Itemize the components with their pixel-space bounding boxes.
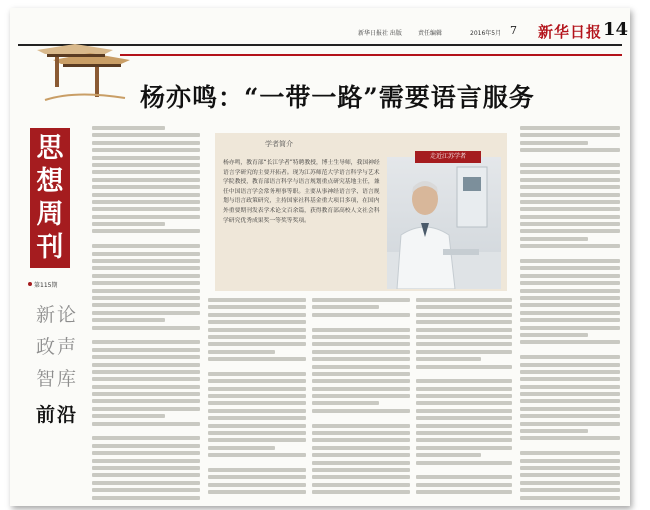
text-line [92, 392, 200, 396]
text-line [520, 429, 588, 433]
text-line [92, 422, 200, 426]
text-line [208, 313, 306, 317]
text-line [92, 156, 200, 160]
text-line [92, 340, 200, 344]
text-line [312, 342, 410, 346]
text-line [92, 348, 200, 352]
article-column-5 [520, 126, 620, 504]
text-line [92, 207, 200, 211]
text-line [416, 475, 512, 479]
text-line [312, 424, 410, 428]
text-line [92, 266, 200, 270]
article-column-3 [312, 298, 410, 504]
text-line [520, 163, 620, 167]
text-line [312, 379, 410, 383]
text-line [312, 409, 410, 413]
text-line [208, 379, 306, 383]
text-line [520, 451, 620, 455]
nav-item-xinlun[interactable]: 新论 [36, 304, 79, 326]
text-line [92, 385, 200, 389]
text-line [92, 488, 200, 492]
text-line [416, 350, 512, 354]
text-line [416, 490, 512, 494]
text-line [520, 281, 620, 285]
text-line [92, 311, 200, 315]
text-line [208, 461, 306, 465]
text-line [92, 141, 200, 145]
text-line [312, 335, 410, 339]
text-line [520, 407, 620, 411]
page-number: 14 [603, 19, 629, 40]
text-line [312, 394, 410, 398]
text-line [520, 436, 620, 440]
text-line [416, 446, 512, 450]
text-line [312, 468, 410, 472]
text-line [520, 377, 620, 381]
text-line [520, 259, 620, 263]
roof-ornament-icon [35, 40, 135, 120]
text-line [416, 416, 512, 420]
text-line [92, 370, 200, 374]
text-line [312, 416, 410, 420]
text-line [92, 296, 200, 300]
text-line [92, 229, 200, 233]
text-line [520, 355, 620, 359]
text-line [92, 481, 200, 485]
text-line [208, 350, 275, 354]
text-line [92, 148, 200, 152]
text-line [520, 126, 620, 130]
text-line [92, 466, 200, 470]
text-line [92, 178, 200, 182]
text-line [208, 372, 306, 376]
text-line [520, 193, 620, 197]
text-line [92, 473, 200, 477]
text-line [92, 407, 200, 411]
text-line [312, 320, 410, 324]
header-date: 2016年5月 [470, 30, 502, 37]
text-line [520, 333, 588, 337]
text-line [312, 446, 410, 450]
text-line [92, 252, 200, 256]
text-line [520, 370, 620, 374]
text-line [416, 387, 512, 391]
text-line [520, 200, 620, 204]
text-line [208, 305, 306, 309]
text-line [520, 444, 620, 448]
text-line [92, 326, 200, 330]
text-line [208, 328, 306, 332]
header-meta-left: 新华日报社 出版 [358, 30, 402, 37]
text-line [520, 303, 620, 307]
text-line [520, 296, 620, 300]
scholar-infobox [215, 133, 507, 291]
text-line [92, 244, 200, 248]
article-column-2 [208, 298, 306, 504]
text-line [520, 496, 620, 500]
text-line [208, 335, 306, 339]
text-line [416, 335, 512, 339]
text-line [312, 350, 410, 354]
text-line [520, 229, 620, 233]
text-line [92, 222, 165, 226]
text-line [520, 318, 620, 322]
infobox-title: 学者简介 [265, 140, 293, 148]
text-line [312, 305, 379, 309]
headline-rule [120, 54, 622, 56]
text-line [520, 244, 620, 248]
section-sidebar [30, 128, 80, 506]
text-line [208, 409, 306, 413]
text-line [92, 126, 165, 130]
text-line [92, 459, 200, 463]
text-line [312, 475, 410, 479]
text-line [312, 298, 410, 302]
text-line [520, 185, 620, 189]
text-line [312, 483, 410, 487]
text-line [520, 340, 620, 344]
text-line [312, 438, 410, 442]
text-line [520, 252, 620, 256]
text-line [208, 401, 306, 405]
text-line [312, 461, 410, 465]
text-line [92, 215, 200, 219]
text-line [416, 453, 481, 457]
text-line [416, 357, 481, 361]
text-line [92, 451, 200, 455]
issue-dot-icon [28, 282, 32, 286]
text-line [208, 424, 306, 428]
text-line [520, 348, 620, 352]
text-line [208, 298, 306, 302]
text-line [520, 326, 620, 330]
text-line [520, 141, 588, 145]
text-line [92, 185, 200, 189]
text-line [520, 488, 620, 492]
header-small-number: 7 [510, 24, 517, 37]
text-line [520, 289, 620, 293]
text-line [416, 394, 512, 398]
text-line [520, 215, 620, 219]
text-line [520, 385, 620, 389]
text-line [312, 387, 410, 391]
text-line [92, 429, 200, 433]
nav-item-zhengsheng[interactable]: 政声 [36, 336, 79, 358]
text-line [208, 483, 306, 487]
text-line [416, 305, 512, 309]
newspaper-masthead: 新华日报 [538, 23, 603, 41]
text-line [208, 357, 306, 361]
text-line [92, 399, 200, 403]
text-line [312, 401, 379, 405]
text-line [416, 483, 512, 487]
text-line [208, 468, 306, 472]
text-line [312, 431, 410, 435]
text-line [520, 399, 620, 403]
text-line [520, 422, 620, 426]
text-line [520, 156, 620, 160]
text-line [92, 363, 200, 367]
text-line [520, 274, 620, 278]
text-line [312, 313, 410, 317]
text-line [520, 414, 620, 418]
text-line [208, 387, 306, 391]
text-line [92, 414, 165, 418]
text-line [92, 281, 200, 285]
text-line [312, 357, 410, 361]
scholar-photo [387, 157, 501, 289]
text-line [416, 342, 512, 346]
text-line [520, 466, 620, 470]
text-line [520, 207, 620, 211]
text-line [416, 298, 512, 302]
text-line [520, 481, 620, 485]
nav-item-qianyan[interactable]: 前沿 [36, 404, 79, 426]
text-line [92, 333, 200, 337]
text-line [312, 328, 410, 332]
text-line [416, 401, 512, 405]
text-line [92, 318, 165, 322]
text-line [92, 200, 200, 204]
text-line [520, 459, 620, 463]
text-line [416, 365, 512, 369]
text-line [92, 436, 200, 440]
text-line [92, 133, 200, 137]
text-line [520, 363, 620, 367]
text-line [208, 475, 306, 479]
text-line [92, 193, 200, 197]
text-line [520, 266, 620, 270]
text-line [92, 355, 200, 359]
newspaper-page [10, 8, 630, 506]
text-line [208, 416, 306, 420]
issue-number: 第115期 [34, 282, 58, 289]
text-line [92, 303, 200, 307]
text-line [312, 365, 410, 369]
text-line [208, 394, 306, 398]
text-line [208, 446, 275, 450]
text-line [520, 178, 620, 182]
text-line [520, 473, 620, 477]
text-line [92, 259, 200, 263]
text-line [92, 289, 200, 293]
text-line [416, 409, 512, 413]
text-line [208, 342, 306, 346]
text-line [416, 328, 512, 332]
text-line [416, 320, 512, 324]
text-line [92, 170, 200, 174]
text-line [208, 320, 306, 324]
section-title-text: 思想周刊 [36, 133, 64, 263]
text-line [416, 372, 512, 376]
text-line [92, 163, 200, 167]
text-line [520, 311, 620, 315]
text-line [416, 468, 512, 472]
nav-item-zhiku[interactable]: 智库 [36, 368, 79, 390]
text-line [520, 237, 588, 241]
text-line [416, 379, 512, 383]
article-column-1 [92, 126, 200, 504]
text-line [92, 274, 200, 278]
text-line [416, 424, 512, 428]
text-line [520, 148, 620, 152]
text-line [208, 365, 306, 369]
text-line [208, 490, 306, 494]
header-meta-mid: 责任编辑 [418, 30, 443, 37]
scholar-portrait-icon [387, 157, 501, 289]
photo-badge: 走近江苏学者 [415, 151, 481, 163]
text-line [520, 170, 620, 174]
text-line [208, 438, 306, 442]
infobox-text: 杨亦鸣，教育部“长江学者”特聘教授，博士生导师，我国神经语言学研究的主要开拓者。现为江苏师范大学语言科学与艺术学院教授，教育部语言科学与语言规划重点研究基地主任，兼任中国语言学会常务理事等职。主要从事神经语言学、语言规划与语言政策研究，主持国家社科基金重大项目多项，在国内外重要期刊发表学术论文百余篇，获得教育部高校人文社会科学研究优秀成果奖一等奖等奖项。 [223, 160, 380, 224]
text-line [92, 496, 200, 500]
text-line [312, 372, 410, 376]
text-line [312, 490, 410, 494]
text-line [92, 377, 200, 381]
article-column-4 [416, 298, 512, 504]
section-title [30, 128, 70, 268]
text-line [92, 444, 200, 448]
text-line [92, 237, 200, 241]
text-line [312, 453, 410, 457]
text-line [520, 222, 620, 226]
text-line [416, 313, 512, 317]
text-line [520, 392, 620, 396]
text-line [416, 431, 512, 435]
text-line [416, 438, 512, 442]
text-line [520, 133, 620, 137]
headline: 杨亦鸣：“一带一路”需要语言服务 [140, 83, 535, 112]
text-line [208, 453, 306, 457]
text-line [416, 461, 512, 465]
text-line [208, 431, 306, 435]
